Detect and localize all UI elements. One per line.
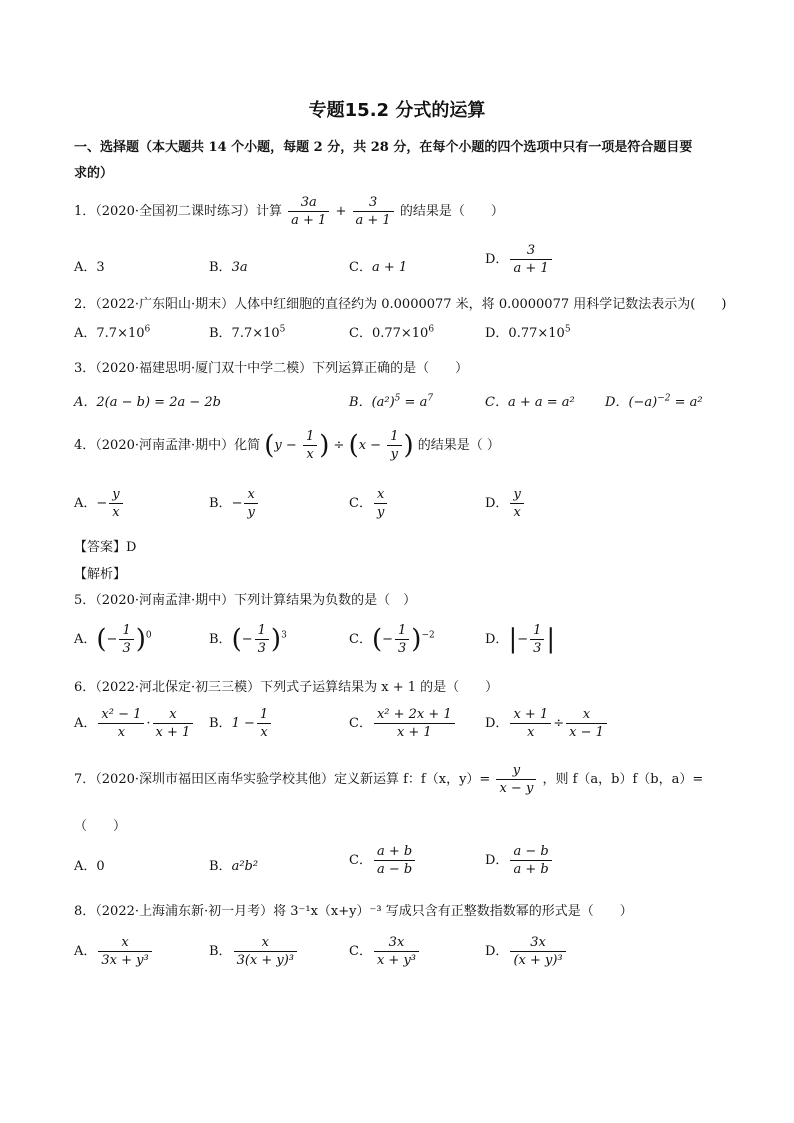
q4-option-d: D． $\frac{y}{x}$	[485, 486, 526, 521]
q4-option-c: C． $\frac{x}{y}$	[349, 486, 389, 521]
q8-option-c: C． $\frac{3x}{\text{x + y³}}$	[349, 934, 421, 969]
q1-option-c: C．a + 1	[349, 260, 408, 275]
question-3: 3．（2020·福建思明·厦门双十中学二模）下列运算正确的是（ ）	[74, 361, 469, 376]
q4-option-b: B．− $\frac{x}{y}$	[209, 486, 260, 521]
q6-option-d: D． $\frac{x + 1}{x}$ ÷ $\frac{x}{x - 1}$	[485, 706, 609, 741]
question-5: 5．（2020·河南孟津·期中）下列计算结果为负数的是（ ）	[74, 593, 417, 608]
question-1	[74, 194, 504, 229]
section-heading-cont: 求的）	[74, 166, 114, 181]
q1-fraction-1: $\frac{3a}{a + 1}$	[288, 194, 329, 229]
q2-option-d: D．$0.77\times 10^5$	[485, 324, 571, 341]
q7-option-d: D． $\frac{a - b}{a + b}$	[485, 843, 554, 878]
question-8: 8．（2022·上海浦东新·初一月考）将 3⁻¹x（x+y）⁻³ 写成只含有正整数指数幂的形式是（ ）	[74, 904, 633, 919]
question-2: 2．（2022·广东阳山·期末）人体中红细胞的直径约为 0.0000077 米，将 0.0000077 用科学记数法表示为( )	[74, 297, 727, 312]
q1-option-d: D． $\frac{3}{a + 1}$	[485, 242, 554, 277]
q3-option-d: D．$(-a)^{-2} = a^2$	[605, 393, 703, 410]
q7-suffix: ，则 f（a，b）f（b，a）=	[542, 772, 704, 787]
q2-option-b: B．$7.7\times 10^5$	[209, 324, 286, 341]
q3-option-c: C．a + a = a²	[485, 395, 575, 410]
q2-option-c: C．$0.77\times 10^6$	[349, 324, 435, 341]
q4-prefix: 4．（2020·河南孟津·期中）化简	[74, 438, 261, 453]
analysis-label: 【解析】	[74, 567, 127, 582]
section-heading: 一、选择题（本大题共 14 个小题，每题 2 分，共 28 分，在每个小题的四个选项中只有一项是符合题目要	[74, 140, 693, 155]
q8-option-d: D． $\frac{3x}{\text{(x + y)³}}$	[485, 934, 568, 969]
q7-prefix: 7．（2020·深圳市福田区南华实验学校其他）定义新运算 f：f（x，y）=	[74, 772, 491, 787]
page-title: 专题15.2 分式的运算	[308, 100, 486, 121]
q1-option-b: B．3a	[209, 260, 248, 275]
q4-option-a: A．− $\frac{y}{x}$	[74, 486, 125, 521]
question-6: 6．（2022·河北保定·初三三模）下列式子运算结果为 x + 1 的是（ ）	[74, 680, 499, 695]
q6-option-c: C． $\frac{\text{x² + 2x + 1}}{x + 1}$	[349, 706, 457, 741]
answer-label: 【答案】D	[74, 540, 137, 555]
q5-option-c: C．(− $\frac{1}{3}$ )$^{-2}$	[349, 623, 435, 656]
q8-option-a: A． $\frac{x}{\text{3x + y³}}$	[74, 934, 154, 969]
q3-option-b: B．$(a^2)^5 = a^7$	[349, 393, 434, 410]
q5-option-b: B．(− $\frac{1}{3}$ )$^3$	[209, 623, 287, 656]
q6-option-b: B．1 − $\frac{1}{x}$	[209, 706, 273, 741]
q7-option-b: B．a²b²	[209, 859, 259, 874]
q3-option-a: A．2(a − b) = 2a − 2b	[74, 395, 221, 410]
q5-option-d: D．|− $\frac{1}{3}$ |	[485, 623, 556, 656]
q7-option-a: A．0	[74, 859, 105, 874]
q1-plus: +	[335, 204, 347, 219]
q1-fraction-2: $\frac{3}{a + 1}$	[353, 194, 394, 229]
q8-option-b: B． $\frac{x}{\text{3(x + y)³}}$	[209, 934, 299, 969]
q2-option-a: A．$7.7\times 10^6$	[74, 324, 151, 341]
q5-option-a: A．(− $\frac{1}{3}$ )$^0$	[74, 623, 152, 656]
q1-suffix: 的结果是（ ）	[399, 204, 504, 219]
q4-suffix: 的结果是（ ）	[417, 438, 500, 453]
q7-paren: （ ）	[74, 819, 127, 834]
q6-option-a: A． $\frac{\text{x² − 1}}{x}$ · $\frac{x}{x + 1}$	[74, 706, 195, 741]
q1-option-a: A．3	[74, 260, 105, 275]
question-7: 7．（2020·深圳市福田区南华实验学校其他）定义新运算 f：f（x，y）= $\frac{y}{x - y}$ ，则 f（a，b）f（b，a）=	[74, 763, 704, 796]
question-4: 4．（2020·河南孟津·期中）化简 (y − $\frac{1}{x}$ ) ÷ (x − $\frac{1}{y}$ ) 的结果是（ ）	[74, 429, 500, 462]
q1-prefix: 1．（2020·全国初二课时练习）计算	[74, 204, 282, 219]
q7-option-c: C． $\frac{a + b}{a - b}$	[349, 843, 417, 878]
